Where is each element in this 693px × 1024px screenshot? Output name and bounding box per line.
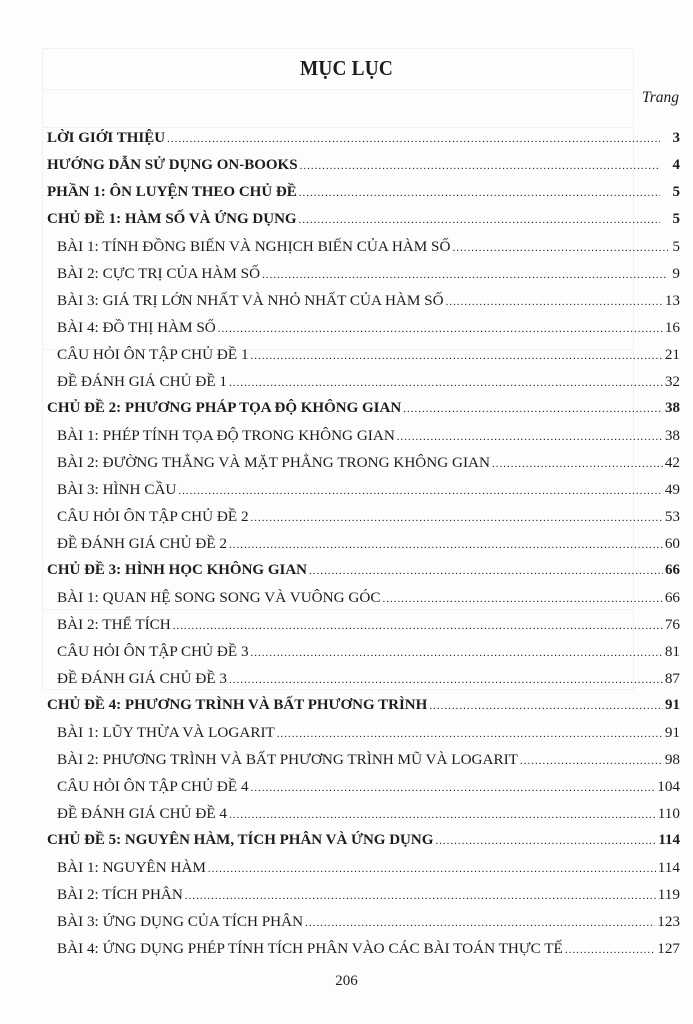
toc-entry-label: CHỦ ĐỀ 3: HÌNH HỌC KHÔNG GIAN bbox=[47, 562, 308, 579]
toc-entry-page: 4 bbox=[672, 157, 680, 174]
dot-leader bbox=[229, 532, 663, 559]
toc-entry[interactable] bbox=[47, 719, 680, 746]
toc-entry-page: 38 bbox=[664, 427, 680, 445]
toc-entry[interactable] bbox=[47, 287, 680, 314]
dot-leader bbox=[251, 640, 663, 667]
toc-entry-page: 91 bbox=[664, 724, 680, 742]
page-number: 206 bbox=[335, 973, 358, 989]
dot-leader bbox=[208, 856, 656, 883]
toc-entry-page: 60 bbox=[664, 535, 680, 553]
toc-entry[interactable] bbox=[47, 638, 680, 665]
toc-entry[interactable] bbox=[47, 881, 680, 908]
toc-entry[interactable] bbox=[47, 476, 680, 503]
toc-entry-label: CÂU HỎI ÔN TẬP CHỦ ĐỀ 4 bbox=[57, 778, 249, 796]
toc-entry-page: 123 bbox=[657, 913, 680, 931]
toc-entry[interactable] bbox=[47, 503, 680, 530]
toc-entry[interactable] bbox=[47, 341, 680, 368]
toc-entry-label: BÀI 2: PHƯƠNG TRÌNH VÀ BẤT PHƯƠNG TRÌNH MŨ VÀ LOGARIT bbox=[57, 751, 518, 769]
toc-entry-page: 66 bbox=[665, 562, 680, 579]
toc-entry-page: 49 bbox=[664, 481, 680, 499]
dot-leader bbox=[309, 558, 663, 585]
toc-entry[interactable] bbox=[47, 179, 680, 206]
toc-entry-label: ĐỀ ĐÁNH GIÁ CHỦ ĐỀ 3 bbox=[57, 670, 227, 688]
toc-entry[interactable] bbox=[47, 557, 680, 584]
dot-leader bbox=[305, 910, 655, 937]
toc-entry-page: 127 bbox=[657, 940, 680, 958]
toc-entry[interactable] bbox=[47, 665, 680, 692]
dot-leader bbox=[167, 126, 660, 153]
dot-leader bbox=[492, 451, 663, 478]
dot-leader bbox=[229, 802, 656, 829]
toc-entry[interactable] bbox=[47, 854, 680, 881]
dot-leader bbox=[397, 424, 663, 451]
toc-entry-page: 91 bbox=[665, 697, 680, 714]
toc-entry-label: BÀI 2: TÍCH PHÂN bbox=[57, 886, 183, 904]
table-of-contents bbox=[47, 125, 680, 962]
dot-leader bbox=[218, 316, 663, 343]
toc-entry[interactable] bbox=[47, 935, 680, 962]
toc-entry-page: 21 bbox=[664, 346, 680, 364]
toc-entry[interactable] bbox=[47, 422, 680, 449]
toc-entry-page: 5 bbox=[672, 211, 680, 228]
toc-entry-page: 66 bbox=[664, 589, 680, 607]
toc-entry-label: CHỦ ĐỀ 1: HÀM SỐ VÀ ỨNG DỤNG bbox=[47, 211, 297, 228]
dot-leader bbox=[403, 396, 663, 423]
toc-entry-label: CÂU HỎI ÔN TẬP CHỦ ĐỀ 1 bbox=[57, 346, 249, 364]
toc-entry-page: 5 bbox=[672, 184, 680, 201]
toc-entry-page: 9 bbox=[672, 265, 680, 283]
dot-leader bbox=[277, 721, 663, 748]
toc-entry-label: CHỦ ĐỀ 2: PHƯƠNG PHÁP TỌA ĐỘ KHÔNG GIAN bbox=[47, 400, 402, 417]
toc-entry-page: 53 bbox=[664, 508, 680, 526]
toc-entry-label: ĐỀ ĐÁNH GIÁ CHỦ ĐỀ 1 bbox=[57, 373, 227, 391]
toc-entry-label: BÀI 1: QUAN HỆ SONG SONG VÀ VUÔNG GÓC bbox=[57, 589, 381, 607]
toc-entry-label: BÀI 2: CỰC TRỊ CỦA HÀM SỐ bbox=[57, 265, 261, 283]
toc-entry-label: PHẦN 1: ÔN LUYỆN THEO CHỦ ĐỀ bbox=[47, 184, 297, 201]
toc-entry-label: BÀI 3: HÌNH CẦU bbox=[57, 481, 177, 499]
toc-entry[interactable] bbox=[47, 449, 680, 476]
toc-entry-page: 16 bbox=[664, 319, 680, 337]
toc-entry-label: ĐỀ ĐÁNH GIÁ CHỦ ĐỀ 4 bbox=[57, 805, 227, 823]
toc-entry[interactable] bbox=[47, 395, 680, 422]
toc-entry-label: BÀI 1: NGUYÊN HÀM bbox=[57, 859, 206, 877]
toc-entry-page: 3 bbox=[672, 130, 680, 146]
dot-leader bbox=[299, 180, 660, 207]
toc-entry[interactable] bbox=[47, 152, 680, 179]
toc-entry-label: BÀI 1: TÍNH ĐỒNG BIẾN VÀ NGHỊCH BIẾN CỦA HÀM SỐ bbox=[57, 238, 451, 256]
toc-entry-label: BÀI 1: PHÉP TÍNH TỌA ĐỘ TRONG KHÔNG GIAN bbox=[57, 427, 395, 445]
dot-leader bbox=[178, 478, 662, 505]
dot-leader bbox=[520, 748, 663, 775]
toc-entry-page: 32 bbox=[664, 373, 680, 391]
toc-entry-label: BÀI 4: ĐỒ THỊ HÀM SỐ bbox=[57, 319, 216, 337]
dot-leader bbox=[251, 505, 663, 532]
toc-entry-page: 119 bbox=[657, 886, 680, 904]
toc-entry-page: 114 bbox=[658, 832, 680, 849]
toc-entry[interactable] bbox=[47, 746, 680, 773]
toc-entry-page: 81 bbox=[664, 643, 680, 661]
toc-entry-label: CÂU HỎI ÔN TẬP CHỦ ĐỀ 2 bbox=[57, 508, 249, 526]
toc-entry-label: HƯỚNG DẪN SỬ DỤNG ON-BOOKS bbox=[47, 157, 298, 174]
toc-entry-label: CÂU HỎI ÔN TẬP CHỦ ĐỀ 3 bbox=[57, 643, 249, 661]
toc-entry-label: CHỦ ĐỀ 4: PHƯƠNG TRÌNH VÀ BẤT PHƯƠNG TRÌNH bbox=[47, 697, 428, 714]
toc-entry-page: 98 bbox=[664, 751, 680, 769]
toc-entry[interactable] bbox=[47, 314, 680, 341]
toc-entry-label: BÀI 4: ỨNG DỤNG PHÉP TÍNH TÍCH PHÂN VÀO CÁC BÀI TOÁN THỰC TẾ bbox=[57, 940, 563, 958]
toc-entry-page: 114 bbox=[657, 859, 680, 877]
toc-entry-label: CHỦ ĐỀ 5: NGUYÊN HÀM, TÍCH PHÂN VÀ ỨNG DỤNG bbox=[47, 832, 434, 849]
toc-entry-label: BÀI 1: LŨY THỪA VÀ LOGARIT bbox=[57, 724, 275, 742]
toc-entry-page: 104 bbox=[657, 778, 680, 796]
toc-entry[interactable] bbox=[47, 125, 680, 152]
toc-entry-page: 110 bbox=[657, 805, 680, 823]
dot-leader bbox=[229, 667, 663, 694]
toc-entry[interactable] bbox=[47, 368, 680, 395]
dot-leader bbox=[452, 235, 668, 262]
dot-leader bbox=[251, 775, 656, 802]
toc-entry-page: 13 bbox=[664, 292, 680, 310]
dot-leader bbox=[446, 289, 663, 316]
toc-entry-page: 76 bbox=[664, 616, 680, 634]
toc-entry-page: 42 bbox=[664, 454, 680, 472]
toc-entry[interactable] bbox=[47, 827, 680, 854]
dot-leader bbox=[185, 883, 656, 910]
dot-leader bbox=[382, 586, 662, 613]
toc-entry[interactable] bbox=[47, 773, 680, 800]
toc-entry[interactable] bbox=[47, 260, 680, 287]
toc-entry-label: BÀI 3: GIÁ TRỊ LỚN NHẤT VÀ NHỎ NHẤT CỦA HÀM SỐ bbox=[57, 292, 444, 310]
toc-entry-label: BÀI 2: THỂ TÍCH bbox=[57, 616, 171, 634]
toc-entry-label: BÀI 3: ỨNG DỤNG CỦA TÍCH PHÂN bbox=[57, 913, 304, 931]
toc-entry[interactable] bbox=[47, 611, 680, 638]
toc-entry-page: 87 bbox=[664, 670, 680, 688]
toc-entry[interactable] bbox=[47, 206, 680, 233]
toc-entry[interactable] bbox=[47, 584, 680, 611]
dot-leader bbox=[435, 828, 656, 855]
toc-entry-page: 38 bbox=[665, 400, 680, 417]
toc-entry[interactable] bbox=[47, 233, 680, 260]
page-title: MỤC LỤC bbox=[299, 56, 394, 80]
page-column-label: Trang bbox=[641, 89, 679, 106]
dot-leader bbox=[565, 937, 655, 964]
dot-leader bbox=[251, 343, 663, 370]
toc-entry-label: LỜI GIỚI THIỆU bbox=[47, 130, 166, 146]
toc-entry[interactable] bbox=[47, 800, 680, 827]
dot-leader bbox=[262, 262, 668, 289]
toc-entry[interactable] bbox=[47, 692, 680, 719]
dot-leader bbox=[229, 370, 663, 397]
dot-leader bbox=[429, 693, 663, 720]
dot-leader bbox=[299, 207, 660, 234]
dot-leader bbox=[173, 613, 663, 640]
bleed-line bbox=[43, 89, 633, 90]
toc-entry-page: 5 bbox=[672, 238, 680, 256]
toc-entry[interactable] bbox=[47, 908, 680, 935]
toc-entry-label: ĐỀ ĐÁNH GIÁ CHỦ ĐỀ 2 bbox=[57, 535, 227, 553]
toc-entry-label: BÀI 2: ĐƯỜNG THẲNG VÀ MẶT PHẲNG TRONG KHÔNG GIAN bbox=[57, 454, 490, 472]
dot-leader bbox=[300, 153, 660, 180]
toc-entry[interactable] bbox=[47, 530, 680, 557]
